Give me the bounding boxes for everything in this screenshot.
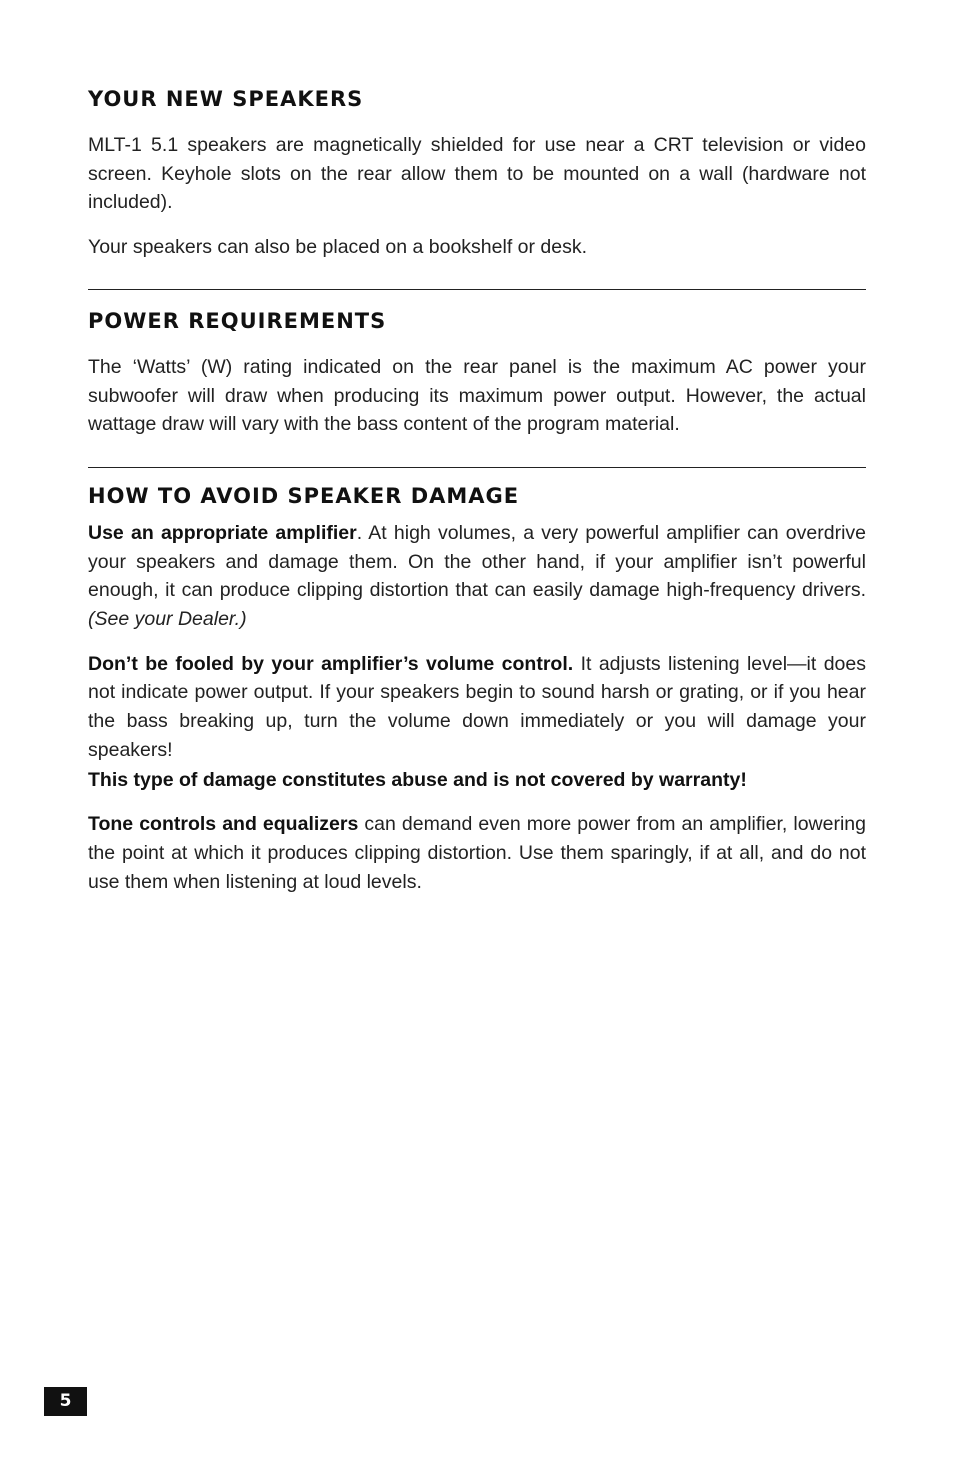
warranty-warning: This type of damage constitutes abuse and is not covered by warranty! [88, 768, 747, 791]
page-content [88, 84, 866, 896]
tone-lead: Tone controls and equalizers [88, 813, 359, 836]
heading-your-new-speakers: YOUR NEW SPEAKERS [88, 87, 364, 111]
heading-power-requirements: POWER REQUIREMENTS [88, 308, 387, 333]
amplifier-lead: Use an appropriate amplifier [88, 521, 357, 544]
power-paragraph: The ‘Watts’ (W) rating indicated on the rear panel is the maximum AC power your subwoofer will draw when producing its maximum power output. However, the actual wattage draw will vary with the bass content of the program material. [88, 355, 866, 436]
speakers-paragraph-1: MLT-1 5.1 speakers are magnetically shielded for use near a CRT television or video screen. Keyhole slots on the rear allow them to be mounted on a wall (hardware not included). [88, 134, 866, 214]
amplifier-paragraph [88, 519, 866, 634]
tone-paragraph [88, 810, 866, 896]
tone-body: can demand even more power from an amplifier, lowering the point at which it produces clipping distortion. Use them sparingly, if at all, and do not use them when listening at loud levels. [88, 813, 866, 893]
dealer-note: (See your Dealer.) [88, 608, 247, 631]
amplifier-body: . At high volumes, a very powerful amplifier can overdrive your speakers and damage them. On the other hand, if your amplifier isn’t powerful enough, it can produce clipping distortion that can easily damage high-frequency drivers. [88, 521, 867, 602]
page-number: 5 [44, 1387, 87, 1416]
volume-lead: Don’t be fooled by your amplifier’s volume control. [88, 652, 574, 675]
volume-paragraph [88, 650, 866, 765]
volume-body: It adjusts listening level—it does not indicate power output. If your speakers begin to sound harsh or grating, or if you hear the bass breaking up, turn the volume down immediately or you will damage your speakers! [88, 652, 866, 761]
speakers-paragraph-2: Your speakers can also be placed on a bookshelf or desk. [88, 236, 588, 259]
heading-avoid-speaker-damage: HOW TO AVOID SPEAKER DAMAGE [88, 483, 520, 508]
